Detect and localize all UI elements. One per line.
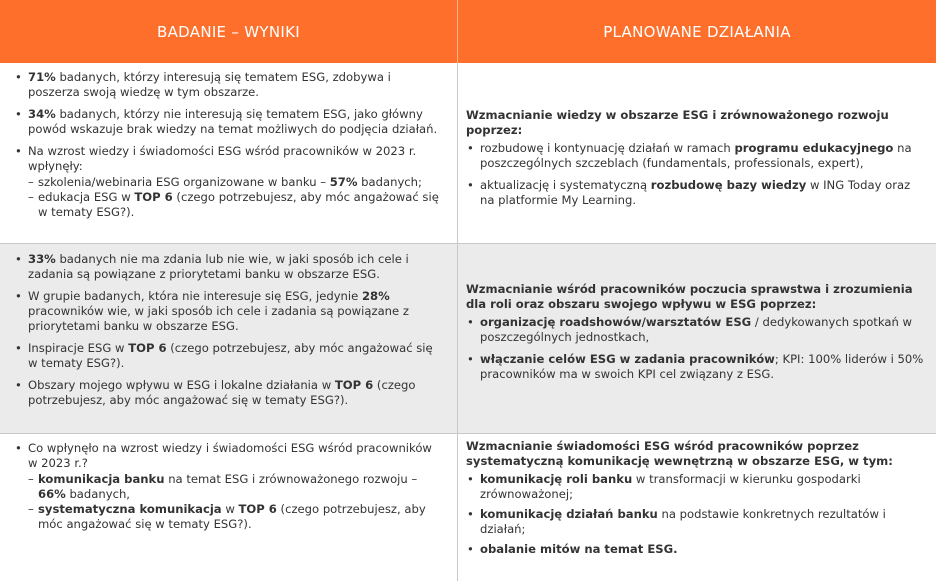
row1-right-cell (466, 108, 928, 215)
section-heading: Wzmacnianie wśród pracowników poczucia sprawstwa i zrozumienia dla roli oraz obszaru swojego wpływu w ESG poprzez: (466, 282, 913, 311)
row2-right-cell (466, 282, 928, 389)
list-item: • Co wpłynęło na wzrost wiedzy i świadomości ESG wśród pracowników w 2023 r.? – komunikacja banku na temat ESG i zrównoważonego rozwoju – 66% badanych, – systematyczna komunikacja w TOP 6 (czego potrzebujesz, aby móc angażować się w tematy ESG?). (14, 441, 444, 532)
sub-item: – edukacja ESG w TOP 6 (czego potrzebujesz, aby móc angażować się w tematy ESG?). (28, 190, 444, 220)
header-left (0, 0, 457, 63)
row-divider (0, 433, 936, 434)
row-divider (0, 243, 936, 244)
list-item: • komunikację roli banku w transformacji w kierunku gospodarki zrównoważonej; (466, 472, 928, 502)
row1-left-cell (14, 70, 444, 227)
list-item: • 34% badanych, którzy nie interesują się tematem ESG, jako główny powód wskazuje brak wiedzy na temat możliwych do podjęcia działań. (14, 107, 444, 137)
row3-left-cell (14, 441, 444, 539)
section-heading: Wzmacnianie świadomości ESG wśród pracowników poprzez systematyczną komunikację wewnętrzną w obszarze ESG, w tym: (466, 439, 893, 468)
list-item: • 33% badanych nie ma zdania lub nie wie, w jaki sposób ich cele i zadania są powiązane z priorytetami banku w obszarze ESG. (14, 252, 444, 282)
column-divider (457, 63, 458, 581)
sub-item: – systematyczna komunikacja w TOP 6 (czego potrzebujesz, aby móc angażować się w tematy ESG?). (28, 502, 444, 532)
list-item: • komunikację działań banku na podstawie konkretnych rezultatów i działań; (466, 507, 928, 537)
sub-item: – komunikacja banku na temat ESG i zrównoważonego rozwoju – 66% badanych, (28, 472, 444, 502)
row3-right-cell (466, 439, 928, 564)
list-item: • rozbudowę i kontynuację działań w ramach programu edukacyjnego na poszczególnych szczeblach (fundamentals, professionals, expert), (466, 141, 928, 171)
header-right (458, 0, 936, 63)
row2-left-cell (14, 252, 444, 415)
list-item: • 71% badanych, którzy interesują się tematem ESG, zdobywa i poszerza swoją wiedzę w tym obszarze. (14, 70, 444, 100)
list-item: • aktualizację i systematyczną rozbudowę bazy wiedzy w ING Today oraz na platformie My Learning. (466, 178, 928, 208)
list-item: • organizację roadshowów/warsztatów ESG / dedykowanych spotkań w poszczególnych jednostkach, (466, 315, 928, 345)
list-item: • włączanie celów ESG w zadania pracowników; KPI: 100% liderów i 50% pracowników ma w swoich KPI cel związany z ESG. (466, 352, 928, 382)
list-item: • Na wzrost wiedzy i świadomości ESG wśród pracowników w 2023 r. wpłynęły: – szkolenia/webinaria ESG organizowane w banku – 57% badanych; – edukacja ESG w TOP 6 (czego potrzebujesz, aby móc angażować się w tematy ESG?). (14, 144, 444, 220)
list-item: • W grupie badanych, która nie interesuje się ESG, jedynie 28% pracowników wie, w jaki sposób ich cele i zadania są powiązane z priorytetami banku w obszarze ESG. (14, 289, 444, 334)
sub-item: – szkolenia/webinaria ESG organizowane w banku – 57% badanych; (28, 175, 444, 190)
header-right-title: PLANOWANE DZIAŁANIA (603, 22, 791, 41)
list-item: • obalanie mitów na temat ESG. (466, 542, 928, 557)
list-item: • Obszary mojego wpływu w ESG i lokalne działania w TOP 6 (czego potrzebujesz, aby móc angażować się w tematy ESG?). (14, 378, 444, 408)
section-heading: Wzmacnianie wiedzy w obszarze ESG i zrównoważonego rozwoju poprzez: (466, 108, 889, 137)
header-left-title: BADANIE – WYNIKI (157, 22, 300, 41)
list-item: • Inspiracje ESG w TOP 6 (czego potrzebujesz, aby móc angażować się w tematy ESG?). (14, 341, 444, 371)
